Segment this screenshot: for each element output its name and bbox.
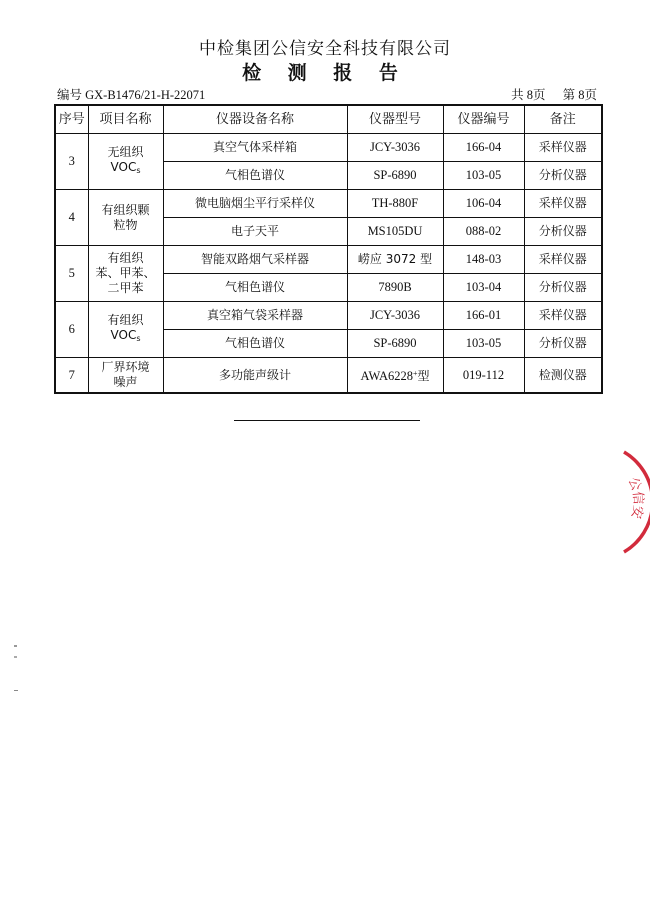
instrument-code: 088-02 — [443, 218, 524, 246]
instrument-code: 019-112 — [443, 358, 524, 394]
item-name-line: 厂界环境 — [101, 360, 150, 374]
instrument-code: 166-01 — [443, 302, 524, 330]
col-header-no: 序号 — [55, 105, 88, 134]
scan-speck — [14, 690, 18, 691]
item-name-line — [91, 160, 161, 178]
instrument-model: SP-6890 — [347, 330, 443, 358]
instrument-name: 气相色谱仪 — [163, 274, 347, 302]
table-row — [55, 134, 602, 162]
col-header-item: 项目名称 — [88, 105, 163, 134]
item-name-line — [91, 328, 161, 346]
end-of-report-line — [234, 420, 420, 421]
instrument-remark: 采样仪器 — [524, 134, 602, 162]
model-suffix: 型 — [417, 369, 430, 383]
instrument-name: 电子天平 — [163, 218, 347, 246]
instrument-remark: 分析仪器 — [524, 218, 602, 246]
item-name-line: 噪声 — [113, 375, 138, 389]
table-row — [55, 190, 602, 218]
item-name — [88, 190, 163, 246]
table-row — [55, 302, 602, 330]
instrument-remark: 采样仪器 — [524, 246, 602, 274]
instrument-code: 103-05 — [443, 330, 524, 358]
row-number: 6 — [55, 302, 88, 358]
report-number: 编号 GX-B1476/21-H-22071 — [57, 88, 206, 102]
scan-speck — [14, 645, 17, 647]
subscript: s — [136, 166, 141, 175]
item-name-line: 有组织 — [107, 313, 144, 327]
item-name-line: 苯、甲苯、 — [95, 266, 156, 280]
instrument-model: 7890B — [347, 274, 443, 302]
current-page: 第 8页 — [562, 88, 597, 102]
col-header-code: 仪器编号 — [443, 105, 524, 134]
instrument-code: 148-03 — [443, 246, 524, 274]
instrument-code: 103-04 — [443, 274, 524, 302]
row-number: 5 — [55, 246, 88, 302]
instrument-name: 多功能声级计 — [163, 358, 347, 394]
item-name-line: 有组织颗 — [101, 202, 150, 217]
col-header-remark: 备注 — [524, 105, 602, 134]
table-row — [55, 358, 602, 394]
item-name-text: VOC — [110, 160, 137, 174]
instrument-name: 微电脑烟尘平行采样仪 — [163, 190, 347, 218]
report-title: 检 测 报 告 — [242, 62, 408, 84]
scan-speck — [14, 656, 17, 658]
instrument-model: MS105DU — [347, 218, 443, 246]
col-header-instrument: 仪器设备名称 — [163, 105, 347, 134]
company-name: 中检集团公信安全科技有限公司 — [199, 39, 451, 59]
item-name — [88, 134, 163, 190]
row-number: 3 — [55, 134, 88, 190]
row-number: 7 — [55, 358, 88, 394]
report-meta — [57, 85, 597, 101]
item-name — [88, 358, 163, 394]
item-name-line: 有组织 — [107, 251, 144, 265]
item-name-line: 无组织 — [107, 145, 144, 159]
item-name — [88, 302, 163, 358]
instrument-remark: 检测仪器 — [524, 358, 602, 394]
instrument-name: 真空气体采样箱 — [163, 134, 347, 162]
seal-text: 公信安 — [624, 475, 646, 520]
instrument-code: 166-04 — [443, 134, 524, 162]
instrument-remark: 分析仪器 — [524, 162, 602, 190]
instrument-model: TH-880F — [347, 190, 443, 218]
instrument-model: JCY-3036 — [347, 302, 443, 330]
instrument-name: 真空箱气袋采样器 — [163, 302, 347, 330]
col-header-model: 仪器型号 — [347, 105, 443, 134]
instrument-remark: 分析仪器 — [524, 330, 602, 358]
table-header-row — [55, 105, 602, 134]
instrument-remark: 采样仪器 — [524, 302, 602, 330]
instrument-name: 气相色谱仪 — [163, 330, 347, 358]
instrument-model — [347, 358, 443, 394]
instrument-model: JCY-3036 — [347, 134, 443, 162]
instrument-model: SP-6890 — [347, 162, 443, 190]
instrument-code: 106-04 — [443, 190, 524, 218]
official-seal — [600, 448, 650, 556]
row-number: 4 — [55, 190, 88, 246]
subscript: s — [136, 334, 141, 343]
instrument-remark: 分析仪器 — [524, 274, 602, 302]
page-counter — [507, 85, 597, 103]
item-name — [88, 246, 163, 302]
model-text: AWA6228 — [360, 369, 413, 383]
superscript: + — [412, 369, 418, 378]
item-name-text: VOC — [110, 328, 137, 342]
instrument-model: 崂应 3072 型 — [347, 246, 443, 274]
item-name-line: 粒物 — [113, 217, 138, 232]
item-name-line: 二甲苯 — [107, 281, 144, 295]
instrument-table — [54, 104, 603, 394]
instrument-name: 智能双路烟气采样器 — [163, 246, 347, 274]
instrument-code: 103-05 — [443, 162, 524, 190]
instrument-name: 气相色谱仪 — [163, 162, 347, 190]
instrument-remark: 采样仪器 — [524, 190, 602, 218]
total-pages: 共 8页 — [511, 88, 546, 102]
table-row — [55, 246, 602, 274]
